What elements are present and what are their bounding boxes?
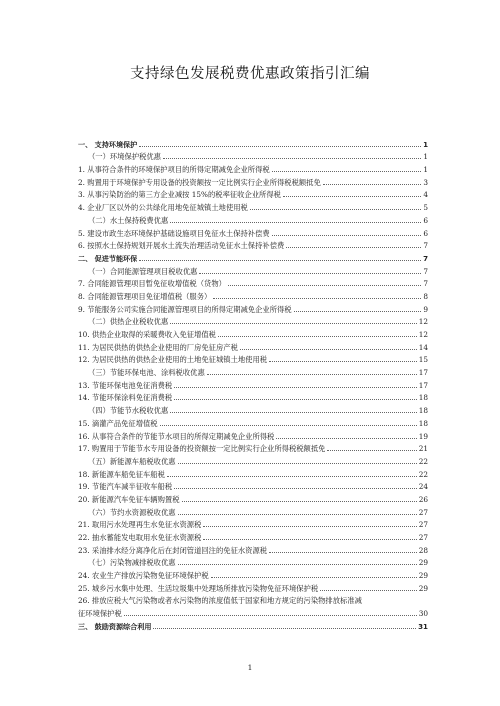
dot-leader xyxy=(250,209,422,210)
toc-entry-title: 26. 排放应税大气污染物或者水污染物的浓度值低于国家和地方规定的污染物排放标准减 xyxy=(78,596,362,606)
toc-entry[interactable] xyxy=(78,161,428,174)
dot-leader xyxy=(218,336,417,337)
toc-entry[interactable] xyxy=(78,288,428,301)
dot-leader xyxy=(272,235,422,236)
toc-entry-page: 21 xyxy=(418,444,428,454)
toc-entry[interactable] xyxy=(78,199,428,212)
toc-entry-page: 18 xyxy=(418,418,428,428)
dot-leader xyxy=(124,615,417,616)
toc-entry-title: 19. 节能汽车减半征收车船税 xyxy=(78,482,173,492)
toc-entry-page: 9 xyxy=(423,304,428,314)
toc-entry[interactable] xyxy=(78,339,428,352)
toc-entry[interactable] xyxy=(78,428,428,441)
table-of-contents xyxy=(78,136,428,631)
toc-entry[interactable] xyxy=(78,580,428,593)
toc-entry-page: 7 xyxy=(423,253,428,263)
dot-leader xyxy=(167,476,417,477)
toc-entry-title: 征环境保护税 xyxy=(78,609,122,619)
toc-entry-page: 27 xyxy=(418,507,428,517)
toc-entry[interactable] xyxy=(78,263,428,276)
dot-leader xyxy=(327,450,416,451)
dot-leader xyxy=(153,628,416,629)
dot-leader xyxy=(272,171,422,172)
toc-entry-title: （二）供热企业税收优惠 xyxy=(88,317,169,327)
toc-entry-title: （五）新能源车船税收优惠 xyxy=(88,456,176,466)
toc-entry-title: （七）污染物减排税收优惠 xyxy=(88,558,176,568)
dot-leader xyxy=(178,463,417,464)
toc-entry[interactable] xyxy=(78,529,428,542)
toc-entry[interactable] xyxy=(78,238,428,251)
toc-entry-page: 30 xyxy=(418,609,428,619)
toc-entry-title: 25. 城乡污水集中处理、生活垃圾集中处理场所排放污染物免征环境保护税 xyxy=(78,583,319,593)
toc-entry-page: 17 xyxy=(418,368,428,378)
dot-leader xyxy=(320,590,417,591)
toc-entry-title: 5. 建设市政生态环境保护基础设施项目免征水土保持补偿费 xyxy=(78,228,270,238)
toc-entry[interactable] xyxy=(78,542,428,555)
toc-entry-page: 14 xyxy=(418,342,428,352)
toc-entry-title: 23. 采油排水经分离净化后在封闭管道回注的免征水资源税 xyxy=(78,545,268,555)
dot-leader xyxy=(213,298,421,299)
toc-entry-title: （四）节能节水税收优惠 xyxy=(88,406,169,416)
dot-leader xyxy=(203,526,416,527)
dot-leader xyxy=(199,273,421,274)
toc-entry-page: 12 xyxy=(418,317,428,327)
toc-entry[interactable] xyxy=(78,377,428,390)
toc-entry[interactable] xyxy=(78,212,428,225)
toc-entry[interactable] xyxy=(78,187,428,200)
toc-entry-page: 1 xyxy=(423,165,428,175)
toc-entry-title: 22. 抽水蓄能发电取用水免征水资源税 xyxy=(78,533,202,542)
dot-leader xyxy=(139,146,421,147)
toc-entry[interactable] xyxy=(78,301,428,314)
toc-entry-page: 12 xyxy=(418,330,428,339)
toc-entry[interactable] xyxy=(78,555,428,568)
toc-entry-page: 29 xyxy=(418,571,428,581)
toc-entry[interactable] xyxy=(78,605,428,618)
toc-entry-title: 16. 从事符合条件的节能节水项目的所得定期减免企业所得税 xyxy=(78,431,275,441)
dot-leader xyxy=(178,564,417,565)
toc-entry[interactable] xyxy=(78,250,428,263)
dot-leader xyxy=(323,184,422,185)
toc-entry-title: 7. 合同能源管理项目暂免征收增值税（货物） xyxy=(78,279,226,289)
dot-leader xyxy=(174,387,417,388)
toc-entry-title: 1. 从事符合条件的环境保护项目的所得定期减免企业所得税 xyxy=(78,165,270,175)
toc-entry[interactable] xyxy=(78,415,428,428)
toc-entry-page: 18 xyxy=(418,393,428,403)
toc-entry[interactable] xyxy=(78,453,428,466)
toc-entry[interactable] xyxy=(78,276,428,289)
toc-entry-page: 8 xyxy=(423,291,428,301)
dot-leader xyxy=(211,577,417,578)
toc-entry-title: 2. 购置用于环境保护专用设备的投资额按一定比例实行企业所得税税额抵免 xyxy=(78,177,321,187)
toc-entry-page: 31 xyxy=(418,621,428,631)
toc-entry[interactable] xyxy=(78,352,428,365)
toc-entry-title: 一、 支持环境保护 xyxy=(78,139,138,149)
toc-entry[interactable] xyxy=(78,390,428,403)
dot-leader xyxy=(160,425,417,426)
toc-entry-page: 6 xyxy=(423,228,428,238)
toc-entry[interactable] xyxy=(78,402,428,415)
toc-entry-page: 24 xyxy=(418,482,428,492)
dot-leader xyxy=(276,438,416,439)
toc-entry-title: 21. 取用污水处理再生水免征水资源税 xyxy=(78,520,202,530)
toc-entry-page: 5 xyxy=(423,203,428,213)
toc-entry-title: （一）环境保护税优惠 xyxy=(88,152,161,162)
toc-entry[interactable] xyxy=(78,326,428,339)
toc-entry[interactable] xyxy=(78,149,428,162)
toc-entry[interactable] xyxy=(78,136,428,149)
dot-leader xyxy=(207,374,417,375)
toc-entry-page: 26 xyxy=(418,494,428,504)
toc-entry-page: 1 xyxy=(423,139,428,149)
toc-entry-title: 15. 滴灌产品免征增值税 xyxy=(78,418,158,428)
toc-entry-page: 17 xyxy=(418,380,428,390)
toc-entry-page: 29 xyxy=(418,558,428,568)
toc-entry-title: （三）节能环保电池、涂料税收优惠 xyxy=(88,368,205,378)
toc-entry-page: 7 xyxy=(423,266,428,276)
toc-entry[interactable] xyxy=(78,491,428,504)
toc-entry-page: 6 xyxy=(423,215,428,225)
dot-leader xyxy=(182,501,417,502)
toc-entry[interactable] xyxy=(78,466,428,479)
dot-leader xyxy=(178,514,417,515)
toc-entry-title: （二）水土保持税费优惠 xyxy=(88,215,169,225)
toc-entry[interactable] xyxy=(78,364,428,377)
toc-entry-page: 27 xyxy=(418,533,428,542)
toc-entry-title: （一）合同能源管理项目税收优惠 xyxy=(88,266,198,276)
toc-entry-title: 二、 促进节能环保 xyxy=(78,253,138,263)
dot-leader xyxy=(228,285,421,286)
toc-entry-title: 3. 从事污染防治的第三方企业减按 15%的税率征收企业所得税 xyxy=(78,190,281,200)
toc-entry-page: 22 xyxy=(418,456,428,466)
toc-entry-page: 7 xyxy=(423,279,428,289)
toc-entry-page: 4 xyxy=(423,190,428,200)
toc-entry-title: 24. 农业生产排放污染物免征环境保护税 xyxy=(78,571,209,581)
dot-leader xyxy=(203,539,416,540)
dot-leader xyxy=(170,412,416,413)
toc-entry-title: （六）节约水资源税收优惠 xyxy=(88,507,176,517)
dot-leader xyxy=(283,196,421,197)
toc-entry-page: 28 xyxy=(418,545,428,555)
dot-leader xyxy=(240,349,417,350)
toc-entry[interactable] xyxy=(78,314,428,327)
toc-entry-page: 18 xyxy=(418,406,428,416)
dot-leader xyxy=(294,311,422,312)
toc-entry-title: 9. 节能服务公司实施合同能源管理项目的所得定期减免企业所得税 xyxy=(78,304,292,314)
toc-entry-page: 22 xyxy=(418,469,428,479)
toc-entry-page: 27 xyxy=(418,520,428,530)
toc-entry-page: 19 xyxy=(418,431,428,441)
toc-entry[interactable] xyxy=(78,517,428,530)
toc-entry-title: 20. 新能源汽车免征车辆购置税 xyxy=(78,494,180,504)
dot-leader xyxy=(170,222,421,223)
toc-entry[interactable] xyxy=(78,504,428,517)
toc-entry-title: 8. 合同能源管理项目免征增值税（服务） xyxy=(78,291,212,301)
dot-leader xyxy=(174,399,417,400)
toc-entry[interactable] xyxy=(78,441,428,454)
toc-entry[interactable] xyxy=(78,174,428,187)
toc-entry-title: 三、 鼓励资源综合利用 xyxy=(78,621,152,631)
toc-entry[interactable] xyxy=(78,593,428,606)
toc-entry-title: 17. 购置用于节能节水专用设备的投资额按一定比例实行企业所得税税额抵免 xyxy=(78,444,326,454)
toc-entry-title: 6. 按照水土保持规划开展水土流失治理活动免征水土保持补偿费 xyxy=(78,241,285,251)
page-number: 1 xyxy=(247,663,253,672)
toc-entry-page: 3 xyxy=(423,177,428,187)
toc-entry-page: 7 xyxy=(423,241,428,251)
toc-entry-title: 14. 节能环保涂料免征消费税 xyxy=(78,393,173,403)
toc-entry-title: 10. 供热企业取得的采暖费收入免征增值税 xyxy=(78,330,216,339)
page-title: 支持绿色发展税费优惠政策指引汇编 xyxy=(130,66,370,82)
toc-entry-title: 12. 为居民供热的供热企业使用的土地免征城镇土地使用税 xyxy=(78,355,268,365)
dot-leader xyxy=(269,552,417,553)
toc-entry-page: 1 xyxy=(423,152,428,162)
toc-entry-title: 18. 新能源车船免征车船税 xyxy=(78,469,165,479)
dot-leader xyxy=(170,323,416,324)
dot-leader xyxy=(286,247,421,248)
dot-leader xyxy=(269,361,417,362)
toc-entry-title: 4. 企业厂区以外的公共绿化用地免征城镇土地使用税 xyxy=(78,203,248,213)
toc-entry[interactable] xyxy=(78,479,428,492)
toc-entry-title: 11. 为居民供热的供热企业使用的厂房免征房产税 xyxy=(78,342,238,352)
dot-leader xyxy=(163,158,421,159)
toc-entry[interactable] xyxy=(78,618,428,631)
toc-entry[interactable] xyxy=(78,225,428,238)
toc-entry-title: 13. 节能环保电池免征消费税 xyxy=(78,380,173,390)
dot-leader xyxy=(174,488,417,489)
toc-entry-page: 29 xyxy=(418,583,428,593)
toc-entry-page: 15 xyxy=(418,355,428,365)
dot-leader xyxy=(139,260,421,261)
toc-entry[interactable] xyxy=(78,567,428,580)
